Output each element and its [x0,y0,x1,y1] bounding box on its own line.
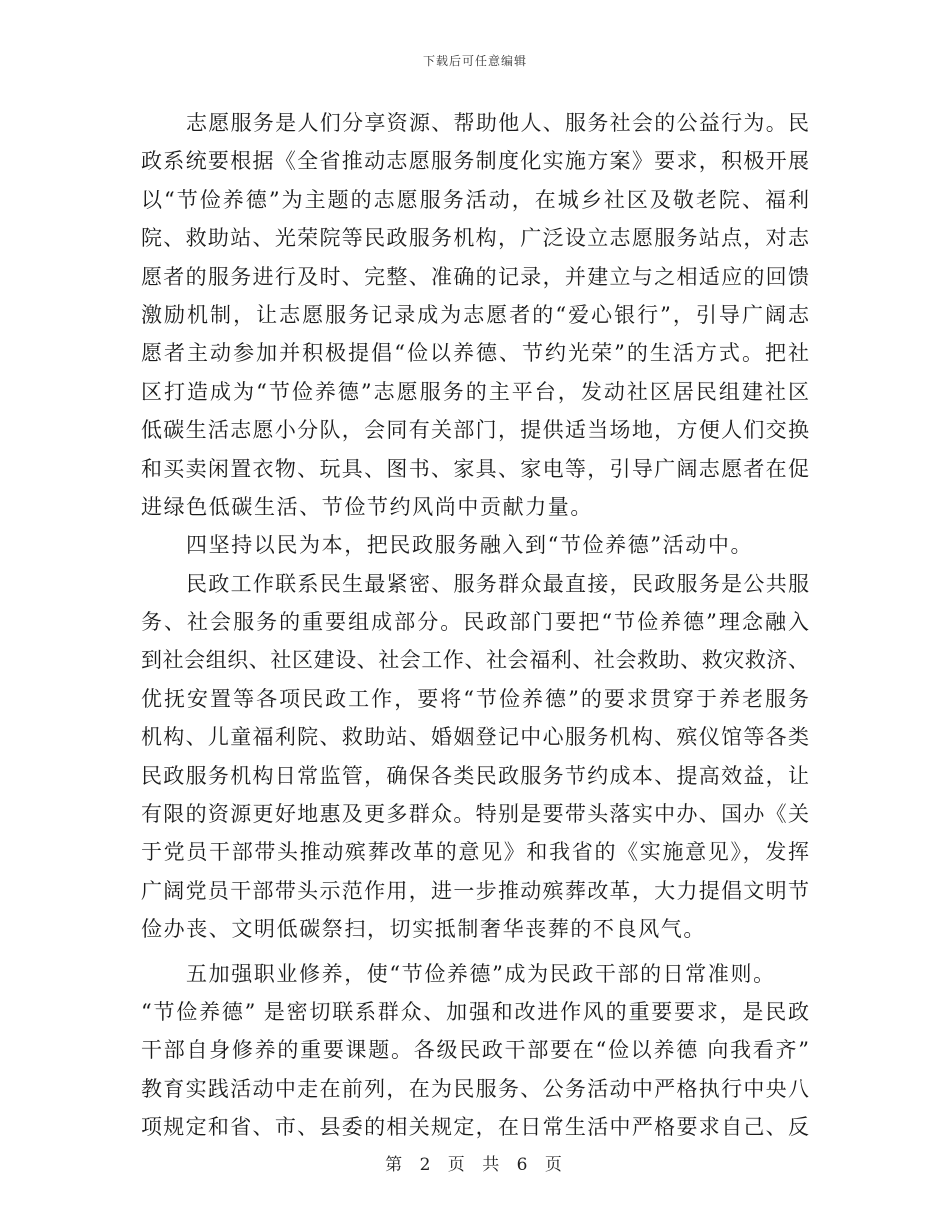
text-line: 有限的资源更好地惠及更多群众。特别是要带头落实中办、国办《关 [141,802,809,827]
text-line: 以“节俭养德”为主题的志愿服务活动，在城乡社区及敬老院、福利 [141,187,809,212]
document-body [141,104,809,1147]
text-line: 俭办丧、文明低碳祭扫，切实抵制奢华丧葬的不良风气。 [141,917,706,942]
section-heading-5: 五加强职业修养，使“节俭养德”成为民政干部的日常准则。 [186,961,776,986]
text-line: 院、救助站、光荣院等民政服务机构，广泛设立志愿服务站点，对志 [141,226,809,251]
text-line: 民政服务机构日常监管，确保各类民政服务节约成本、提高效益，让 [141,763,809,788]
text-line: 到社会组织、社区建设、社会工作、社会福利、社会救助、救灾救济、 [141,648,809,673]
text-line: 务、社会服务的重要组成部分。民政部门要把“节俭养德”理念融入 [141,610,809,635]
text-line: 政系统要根据《全省推动志愿服务制度化实施方案》要求，积极开展 [141,149,809,174]
text-line: 教育实践活动中走在前列，在为民服务、公务活动中严格执行中央八 [141,1076,809,1101]
section-heading-4: 四坚持以民为本，把民政服务融入到“节俭养德”活动中。 [186,533,754,558]
text-line: 干部自身修养的重要课题。各级民政干部要在“俭以养德 向我看齐” [141,1038,809,1063]
text-line: 和买卖闲置衣物、玩具、图书、家具、家电等，引导广阔志愿者在促 [141,456,809,481]
text-line: 民政工作联系民生最紧密、服务群众最直接，民政服务是公共服 [186,571,809,596]
text-line: 机构、儿童福利院、救助站、婚姻登记中心服务机构、殡仪馆等各类 [141,725,809,750]
text-line: 项规定和省、市、县委的相关规定，在日常生活中严格要求自己、反 [141,1115,809,1140]
text-line: “节俭养德” 是密切联系群众、加强和改进作风的重要要求，是民政 [141,999,809,1024]
text-line: 志愿服务是人们分享资源、帮助他人、服务社会的公益行为。民 [186,111,809,135]
text-line: 激励机制，让志愿服务记录成为志愿者的“爱心银行”，引导广阔志 [141,302,809,327]
text-line: 低碳生活志愿小分队，会同有关部门，提供适当场地，方便人们交换 [141,418,809,443]
text-line: 区打造成为“节俭养德”志愿服务的主平台，发动社区居民组建社区 [141,379,809,404]
text-line: 优抚安置等各项民政工作，要将“节俭养德”的要求贯穿于养老服务 [141,686,809,711]
text-line: 进绿色低碳生活、节俭节约风尚中贡献力量。 [141,494,593,519]
page-header-note: 下载后可任意编辑 [422,54,527,68]
text-line: 于党员干部带头推动殡葬改革的意见》和我省的《实施意见》，发挥 [141,840,809,865]
text-line: 广阔党员干部带头示范作用，进一步推动殡葬改革，大力提倡文明节 [141,878,809,903]
text-line: 愿者主动参加并积极提倡“俭以养德、节约光荣”的生活方式。把社 [141,341,809,366]
text-line: 愿者的服务进行及时、完整、准确的记录，并建立与之相适应的回馈 [141,264,809,289]
page-number: 第 2 页 共 6 页 [385,1155,565,1175]
